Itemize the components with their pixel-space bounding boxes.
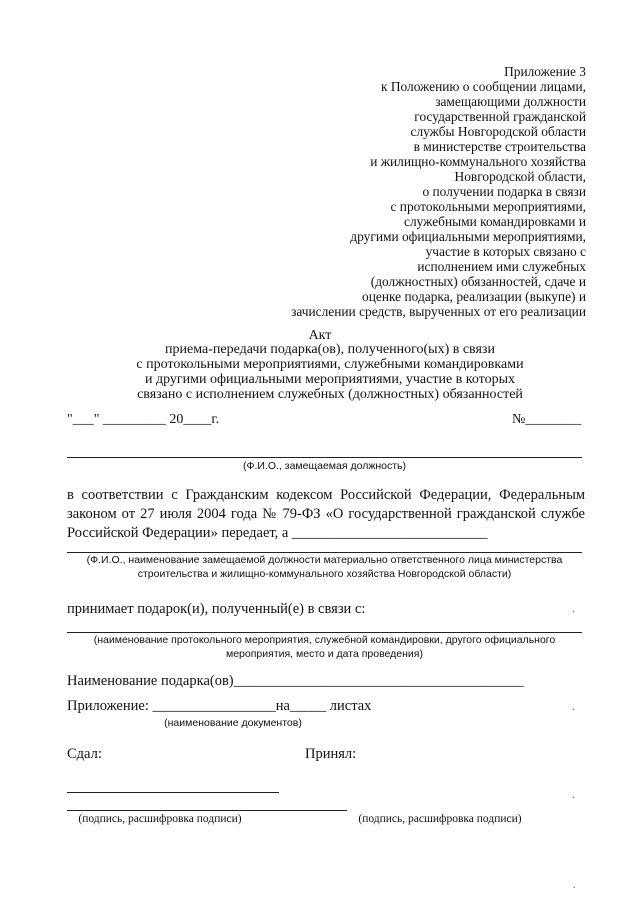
fio-position-line[interactable] — [67, 457, 582, 458]
appendix-line: Новгородской области, — [454, 169, 586, 184]
appendix-line: государственной гражданской — [414, 109, 586, 124]
margin-mark: . — [572, 702, 575, 713]
margin-mark: . — [572, 790, 575, 801]
appendix-line: исполнением ими служебных — [417, 259, 586, 274]
gift-name-field[interactable]: Наименование подарка(ов)________________________________________ — [67, 673, 524, 689]
appendix-line: другими официальными мероприятиями, — [350, 229, 586, 244]
appendix-line: с протокольными мероприятиями, — [390, 199, 586, 214]
received-signature-line[interactable] — [67, 810, 347, 811]
fio-position-caption: (Ф.И.О., замещаемая должность) — [242, 460, 407, 472]
appendix-line: зачислении средств, вырученных от его реализации — [291, 304, 586, 319]
attachment-field[interactable]: Приложение: _________________на_____ листах — [67, 698, 372, 714]
appendix-line: оценке подарка, реализации (выкупе) и — [362, 289, 586, 304]
appendix-line: службы Новгородской области — [410, 124, 586, 139]
act-title: Акт — [308, 328, 332, 343]
appendix-line: служебными командировками и — [404, 214, 586, 229]
received-label: Принял: — [305, 746, 357, 762]
appendix-line: и жилищно-коммунального хозяйства — [370, 154, 586, 169]
signature-caption-left: (подпись, расшифровка подписи) — [78, 813, 242, 825]
appendix-line: к Положению о сообщении лицами, — [380, 79, 586, 94]
act-subtitle-line: и другими официальными мероприятиями, участие в которых — [144, 372, 516, 387]
margin-mark: . — [572, 604, 575, 615]
handed-signature-line[interactable] — [67, 792, 279, 793]
handed-label: Сдал: — [67, 746, 102, 762]
appendix-line: Приложение 3 — [504, 64, 586, 79]
act-subtitle — [110, 342, 550, 402]
act-date-field[interactable]: "___" _________ 20____г. — [67, 412, 220, 427]
act-number-field[interactable]: №________ — [512, 412, 582, 427]
act-subtitle-line: связано с исполнением служебных (должностных) обязанностей — [137, 387, 523, 402]
appendix-line: замещающими должности — [435, 94, 586, 109]
responsible-person-caption: (Ф.И.О., наименование замещаемой должности материально ответственного лица министерства строительства и жилищно-коммунального хозяйства Новгородской области) — [86, 554, 563, 580]
act-subtitle-line: приема-передачи подарка(ов), полученного(ых) в связи — [165, 342, 495, 357]
act-subtitle-line: с протокольными мероприятиями, служебными командировками — [136, 357, 524, 372]
appendix-block — [256, 64, 586, 319]
event-caption: (наименование протокольного мероприятия, служебной командировки, другого официального мероприятия, место и дата проведения) — [93, 634, 556, 660]
documents-caption: (наименование документов) — [164, 717, 302, 729]
appendix-line: в министерстве строительства — [413, 139, 586, 154]
appendix-line: о получении подарка в связи — [422, 184, 586, 199]
accepts-gift-text: принимает подарок(и), полученный(е) в связи с: — [67, 601, 366, 617]
transfer-paragraph: в соответствии с Гражданским кодексом Российской Федерации, Федеральным законом от 27 июля 2004 года № 79-ФЗ «О государственной гражданской службе Российской Федерации» передает, а ___________________________ — [67, 487, 585, 541]
signature-caption-right: (подпись, расшифровка подписи) — [358, 813, 522, 825]
margin-mark: . — [573, 880, 576, 891]
appendix-line: (должностных) обязанностей, сдаче и — [370, 274, 586, 289]
appendix-line: участие в которых связано с — [425, 244, 586, 259]
